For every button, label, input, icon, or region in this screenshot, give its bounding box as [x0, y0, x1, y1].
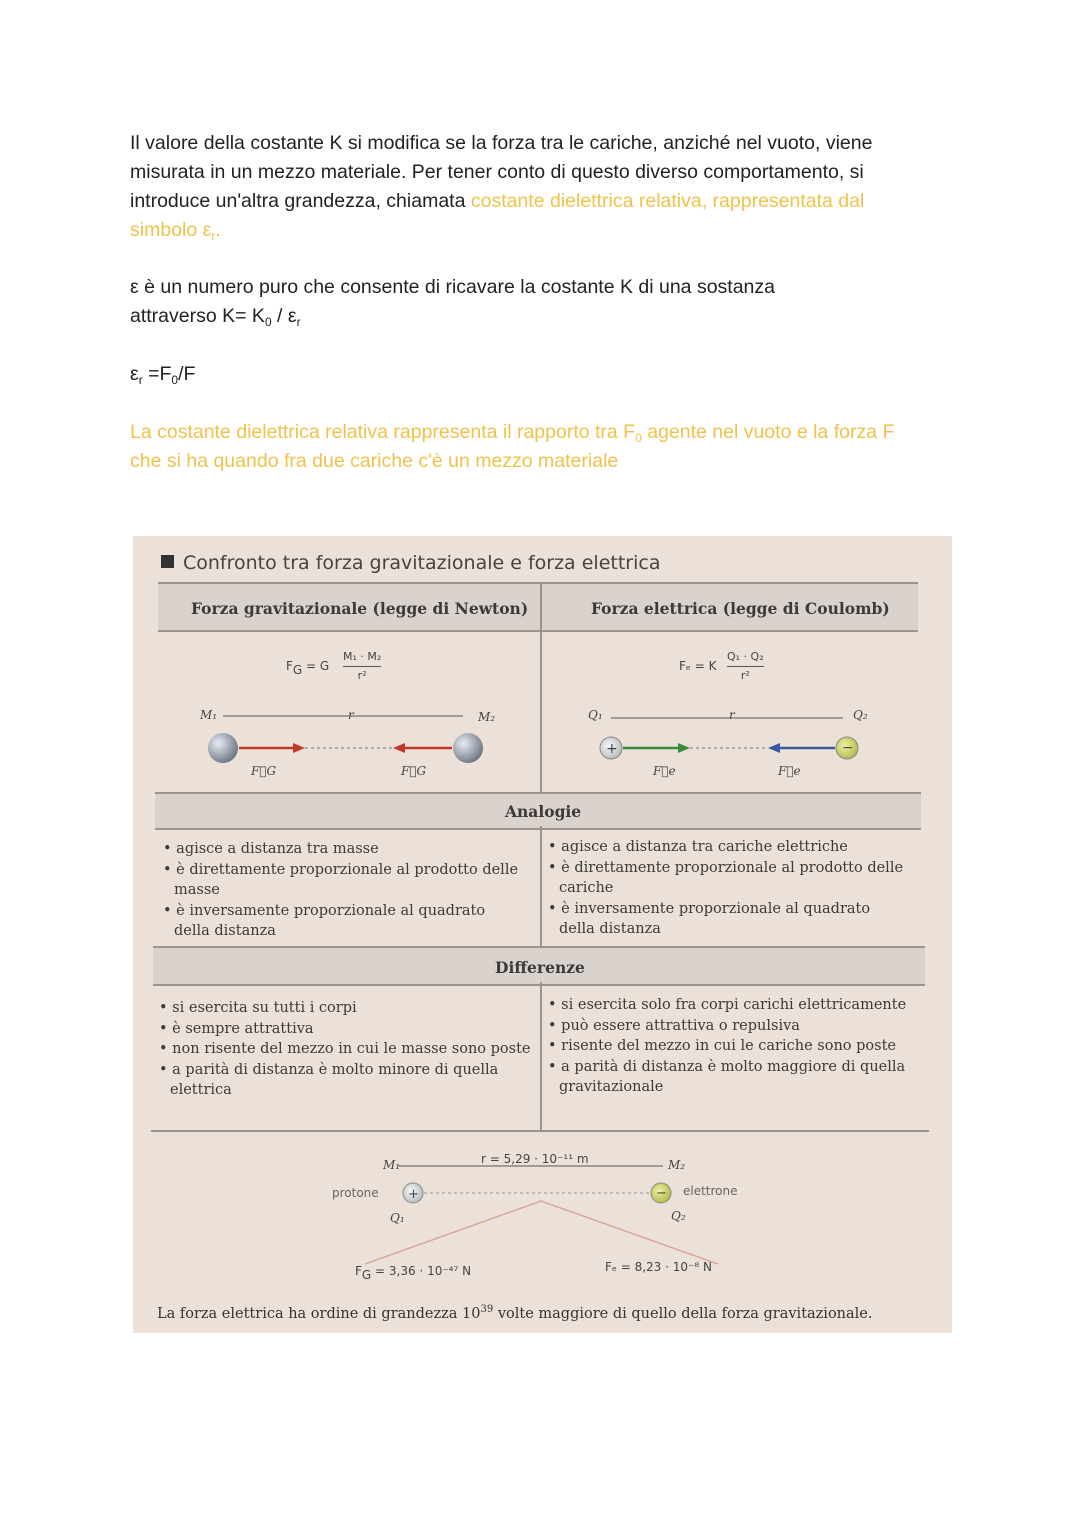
list-item: • si esercita solo fra corpi carichi elettricamente	[548, 995, 928, 1016]
epsilon-line2: attraverso $K= K_0 / \varepsilon_r$	[130, 305, 301, 329]
list-item: • si esercita su tutti i corpi	[159, 998, 534, 1019]
column-divider-differenze	[540, 982, 542, 1130]
label-fe-right: F⃗e	[778, 764, 801, 778]
list-item: • è inversamente proporzionale al quadrato della distanza	[163, 901, 523, 942]
formula-electric: Fₑ = K	[679, 659, 717, 673]
comparison-figure	[133, 536, 952, 1333]
label-q1: Q₁	[588, 708, 603, 722]
fe-value: Fₑ = 8,23 · 10⁻⁸ N	[605, 1260, 712, 1274]
label-r-left: r	[348, 708, 354, 722]
distance-label: r = 5,29 · 10⁻¹¹ m	[481, 1152, 589, 1166]
epsilon-line1: ε è un numero puro che consente di ricavare la costante K di una sostanza	[130, 276, 775, 298]
label-r-right: r	[729, 708, 735, 722]
svg-text:+: +	[606, 741, 618, 757]
label-fg-left: F⃗G	[251, 764, 277, 778]
list-item: • è sempre attrattiva	[159, 1019, 534, 1040]
label-m2: M₂	[478, 710, 496, 724]
divider-bottom	[151, 1130, 929, 1132]
intro-highlight: costante dielettrica relativa, rappresentata dal simbolo $\varepsilon_r$.	[130, 190, 865, 243]
svg-text:+: +	[408, 1187, 419, 1202]
square-bullet-icon	[161, 555, 174, 568]
fg-value: $F_G = 3,36 \cdot 10^{-47}$ N	[355, 1264, 472, 1282]
analogie-heading: Analogie	[505, 802, 582, 821]
list-item: • è direttamente proporzionale al prodotto delle masse	[163, 860, 523, 901]
list-item: • a parità di distanza è molto minore di quella elettrica	[159, 1060, 534, 1101]
formula-gravitational-fraction: M₁ · M₂ r²	[343, 650, 382, 682]
force-pointer-lines	[365, 1201, 718, 1264]
formula-electric-fraction: Q₁ · Q₂ r²	[727, 650, 764, 682]
label-bottom-q2: Q₂	[671, 1209, 686, 1223]
list-item: • risente del mezzo in cui le cariche sono poste	[548, 1036, 928, 1057]
header-gravitational: Forza gravitazionale (legge di Newton)	[191, 599, 529, 618]
label-bottom-q1: Q₁	[390, 1211, 405, 1225]
differenze-right-list	[548, 995, 928, 1098]
list-item: • è direttamente proporzionale al prodotto delle cariche	[548, 858, 908, 899]
formula-epsilon: $\varepsilon_r =F_0/F$	[130, 363, 196, 387]
paragraph-intro	[130, 129, 930, 245]
list-item: • è inversamente proporzionale al quadrato della distanza	[548, 899, 908, 940]
label-m1: M₁	[200, 708, 218, 722]
label-fg-right: F⃗G	[401, 764, 427, 778]
list-item: • può essere attrattiva o repulsiva	[548, 1016, 928, 1037]
analogie-left-list	[163, 839, 523, 942]
list-item: • non risente del mezzo in cui le masse sono poste	[159, 1039, 534, 1060]
label-protone: protone	[332, 1186, 379, 1200]
force-diagrams	[133, 696, 952, 796]
figure-title: Confronto tra forza gravitazionale e forza elettrica	[161, 552, 660, 574]
list-item: • a parità di distanza è molto maggiore di quella gravitazionale	[548, 1057, 928, 1098]
mass-1-sphere	[208, 733, 238, 763]
label-fe-left: F⃗e	[653, 764, 676, 778]
formula-gravitational: $F_G = G$	[286, 659, 330, 677]
list-item: • agisce a distanza tra masse	[163, 839, 523, 860]
label-elettrone: elettrone	[683, 1184, 738, 1198]
svg-text:−: −	[656, 1186, 667, 1201]
analogie-right-list	[548, 837, 908, 940]
label-bottom-m1: M₁	[383, 1158, 401, 1172]
paragraph-epsilon	[130, 273, 930, 331]
paragraph-definition: La costante dielettrica relativa rappresenta il rapporto tra $F_0$ agente nel vuoto e la forza F che si ha quando fra due cariche c'è un mezzo materiale	[130, 421, 895, 472]
svg-text:−: −	[842, 740, 854, 756]
list-item: • agisce a distanza tra cariche elettriche	[548, 837, 908, 858]
mass-2-sphere	[453, 733, 483, 763]
header-electric: Forza elettrica (legge di Coulomb)	[591, 599, 890, 618]
intro-text: Il valore della costante K si modifica se la forza tra le cariche, anziché nel vuoto, viene misurata in un mezzo materiale. Per tener conto di questo diverso comportamento, si introduce un'altra grandezza, chiamata	[130, 132, 873, 212]
column-divider-analogie	[540, 826, 542, 946]
differenze-heading: Differenze	[495, 958, 585, 977]
label-bottom-m2: M₂	[668, 1158, 686, 1172]
figure-conclusion: La forza elettrica ha ordine di grandezza $10^{39}$ volte maggiore di quello della forza gravitazionale.	[157, 1304, 873, 1322]
differenze-left-list	[159, 998, 534, 1101]
label-q2: Q₂	[853, 708, 868, 722]
